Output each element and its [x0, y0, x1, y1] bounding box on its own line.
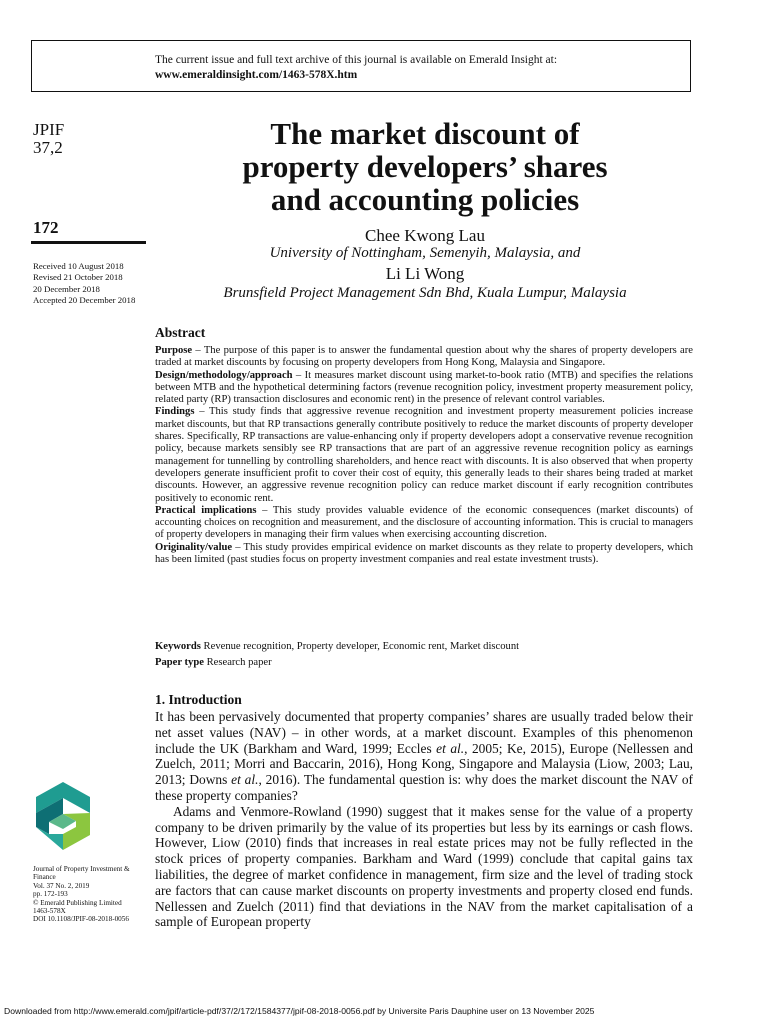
journal-info-line: Journal of Property Investment & [33, 865, 130, 873]
journal-info-line: Vol. 37 No. 2, 2019 [33, 881, 90, 890]
author-affiliation: University of Nottingham, Semenyih, Malaysia, and [269, 245, 581, 261]
keywords-label: Keywords [155, 641, 201, 652]
paragraph-text: , 2005; Ke, 2015), Europe (Nellessen and Zuelch, 2011; Morri and Baccarin, 2016), Hong Kong, Singapore and Malaysia (Liow, 2003; Lau, 2013; Downs [155, 740, 694, 788]
author-name: Chee Kwong Lau [365, 226, 485, 245]
keywords-text: Revenue recognition, Property developer, Economic rent, Market discount [200, 641, 520, 652]
journal-info [33, 865, 151, 924]
journal-info-line: Finance [33, 873, 56, 882]
paragraph-text: It has been pervasively documented that property companies’ shares are usually traded below their net asset values (NAV) – in other words, at a market discount. Examples of this phenomenon include the UK (Barkham and Ward, 1999; Eccles [155, 709, 693, 756]
introduction-heading: 1. Introduction [155, 692, 242, 707]
emerald-logo-icon [32, 780, 94, 852]
design-text: – It measures market discount using market-to-book ratio (MTB) and specifies the relations between MTB and the hypothetical determining factors (revenue recognition policy, investment property measurement policy, related party (RP) transaction disclosures and economic rent) in the presence of relevant control variables. [155, 369, 693, 406]
paper-type-label: Paper type [155, 657, 204, 668]
abstract-originality [155, 542, 693, 567]
notice-url[interactable]: www.emeraldinsight.com/1463-578X.htm [155, 69, 358, 81]
date-received: Received 10 August 2018 [33, 261, 124, 271]
date-accepted: Accepted 20 December 2018 [33, 295, 136, 306]
date-revised-2: 20 December 2018 [33, 283, 100, 294]
title-line: property developers’ shares [242, 149, 608, 184]
download-footer: Downloaded from http://www.emerald.com/jpif/article-pdf/37/2/172/1584377/jpif-08-2018-0056.pdf by Universite Paris Dauphine user on 13 November 2025 [4, 1006, 595, 1016]
author-name: Li Li Wong [385, 264, 465, 283]
paper-type-text: Research paper [203, 657, 272, 668]
introduction-body [155, 709, 693, 930]
author-affiliation: Brunsfield Project Management Sdn Bhd, Kuala Lumpur, Malaysia [223, 285, 627, 301]
et-al: et al. [436, 740, 465, 756]
findings-text: – This study finds that aggressive revenue recognition and investment property measurement policies increase market discounts, but that RP transactions generally contribute positively to reduce the market discounts of property developer shares. Specifically, RP transactions are value-enhancing only if property developers adopt a conservative revenue recognition policy, because markets sensibly see RP transactions that are part of an aggressive revenue recognition policy as earnings management for tunnelling by controlling shareholders, and hence react with discounts. It is also observed that when property developers generate insufficient profit to cover their cost of equity, this generally leads to their shares being traded at market discounts. However, an aggressive revenue recognition policy can reduce market discount if early recognition contributes positively to economic rent. [155, 406, 693, 504]
et-al: et al. [231, 772, 259, 788]
originality-label: Originality/value [155, 541, 233, 553]
abstract-findings [155, 406, 693, 504]
abstract-heading: Abstract [155, 325, 206, 340]
notice-text: The current issue and full text archive of this journal is available on Emerald Insight at: [155, 54, 558, 66]
purpose-label: Purpose [155, 345, 193, 356]
date-revised: Revised 21 October 2018 [33, 272, 123, 283]
originality-text: – This study provides empirical evidence on market discounts as they relate to property developers, which has been limited (past studies focus on property investment companies and real estate investment trusts). [155, 541, 693, 566]
design-label: Design/methodology/approach [155, 369, 293, 381]
purpose-text: – The purpose of this paper is to answer the fundamental question about why the shares of property developers are traded at market discounts by focusing on property developers from Hong Kong, Malaysia and Singapore. [155, 345, 693, 369]
practical-text: – This study provides valuable evidence of the economic consequences (market discounts) of accounting choices on recognition and measurement, and the disclosure of accounting information. This is crucial to managers of property developers in managing their firm values when exercising accounting discretion. [155, 504, 694, 541]
paragraph: Adams and Venmore-Rowland (1990) suggest that it makes sense for the value of a property company to be driven primarily by the value of its properties but less by its earnings or cash flows. However, Liow (2010) finds that increases in real estate prices may not be fully reflected in the stock prices of property companies. Barkham and Ward (1999) conclude that capital gains tax liabilities, the degree of market confidence in management, firm size and the level of trading stock are factors that can cause market discounts on property investments and property closed end funds. Nellessen and Zuelch (2011) find that deviations in the NAV from the market capitalisation of a sample of European property [155, 803, 693, 930]
paper-type [155, 657, 693, 668]
abstract-purpose [155, 345, 693, 370]
abstract-practical [155, 505, 693, 542]
abstract-body [155, 345, 693, 566]
journal-notice-box [31, 40, 691, 92]
article-title [160, 117, 690, 216]
title-line: and accounting policies [270, 182, 580, 217]
journal-info-line: DOI 10.1108/JPIF-08-2018-0056 [33, 915, 129, 924]
sidebar-rule [31, 241, 146, 244]
received-dates [33, 261, 135, 307]
abstract-design [155, 370, 693, 407]
keywords [155, 641, 693, 652]
page-number: 172 [33, 218, 59, 237]
journal-info-line: © Emerald Publishing Limited [33, 898, 122, 907]
practical-label: Practical implications [155, 504, 257, 516]
findings-label: Findings [155, 406, 195, 418]
paragraph [155, 709, 693, 804]
title-line: The market discount of [270, 116, 580, 151]
journal-info-line: 1463-578X [33, 907, 66, 916]
paragraph-text: , 2016). The fundamental question is: why does the market discount the NAV of these property companies? [155, 772, 694, 803]
journal-volume: 37,2 [33, 138, 63, 157]
journal-info-line: pp. 172-193 [33, 890, 68, 899]
journal-abbrev: JPIF [33, 120, 65, 139]
